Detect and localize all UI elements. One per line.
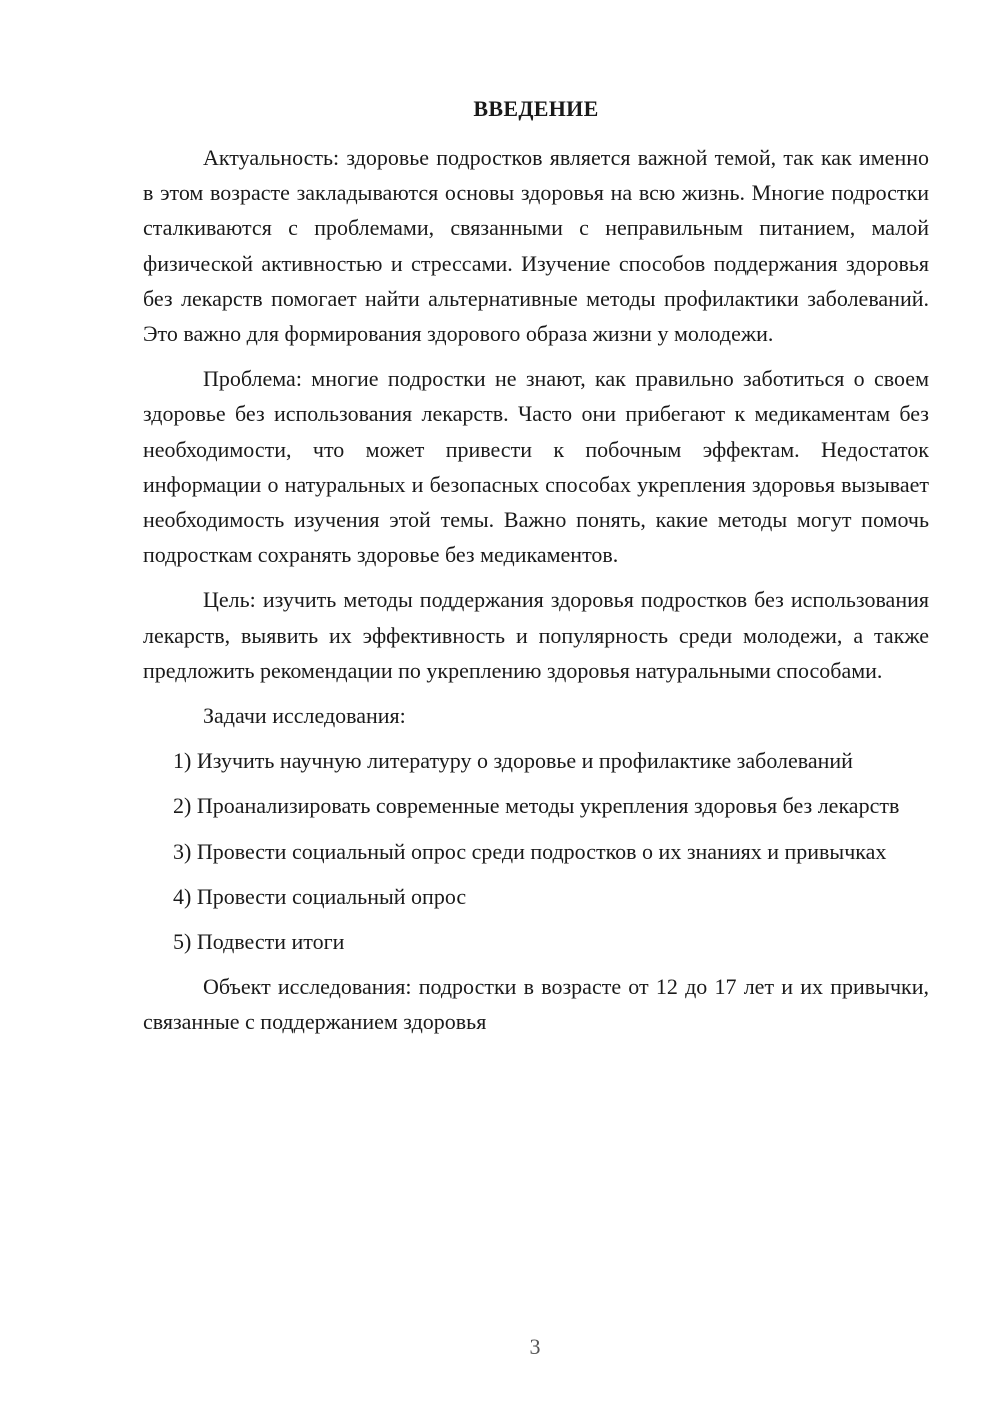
- task-item: 2) Проанализировать современные методы укрепления здоровья без лекарств: [173, 793, 900, 819]
- task-item: 1) Изучить научную литературу о здоровье и профилактике заболеваний: [173, 748, 853, 774]
- goal-paragraph: Цель: изучить методы поддержания здоровья подростков без использования лекарств, выявить их эффективность и популярность среди молодежи, а также предложить рекомендации по укреплению здоровья натуральными способами.: [143, 587, 929, 683]
- page-title: ВВЕДЕНИЕ: [473, 96, 599, 121]
- task-item: 3) Провести социальный опрос среди подростков о их знаниях и привычках: [173, 838, 887, 864]
- task-item: 4) Провести социальный опрос: [173, 883, 467, 909]
- task-item: 5) Подвести итоги: [173, 929, 345, 955]
- object-paragraph: Объект исследования: подростки в возрасте от 12 до 17 лет и их привычки, связанные с поддержанием здоровья: [143, 974, 929, 1035]
- document-page: [143, 92, 929, 1050]
- page-number: 3: [529, 1334, 541, 1359]
- problem-paragraph: Проблема: многие подростки не знают, как правильно заботиться о своем здоровье без использования лекарств. Часто они прибегают к медикаментам без необходимости, что может привести к побочным эффектам. Недостаток информации о натуральных и безопасных способах укрепления здоровья вызывает необходимость изучения этой темы. Важно понять, какие методы могут помочь подросткам сохранять здоровье без медикаментов.: [143, 366, 929, 568]
- tasks-heading: Задачи исследования:: [203, 703, 406, 729]
- relevance-paragraph: Актуальность: здоровье подростков является важной темой, так как именно в этом возрасте закладываются основы здоровья на всю жизнь. Многие подростки сталкиваются с проблемами, связанными с неправильным питанием, малой физической активностью и стрессами. Изучение способов поддержания здоровья без лекарств помогает найти альтернативные методы профилактики заболеваний. Это важно для формирования здорового образа жизни у молодежи.: [143, 145, 929, 347]
